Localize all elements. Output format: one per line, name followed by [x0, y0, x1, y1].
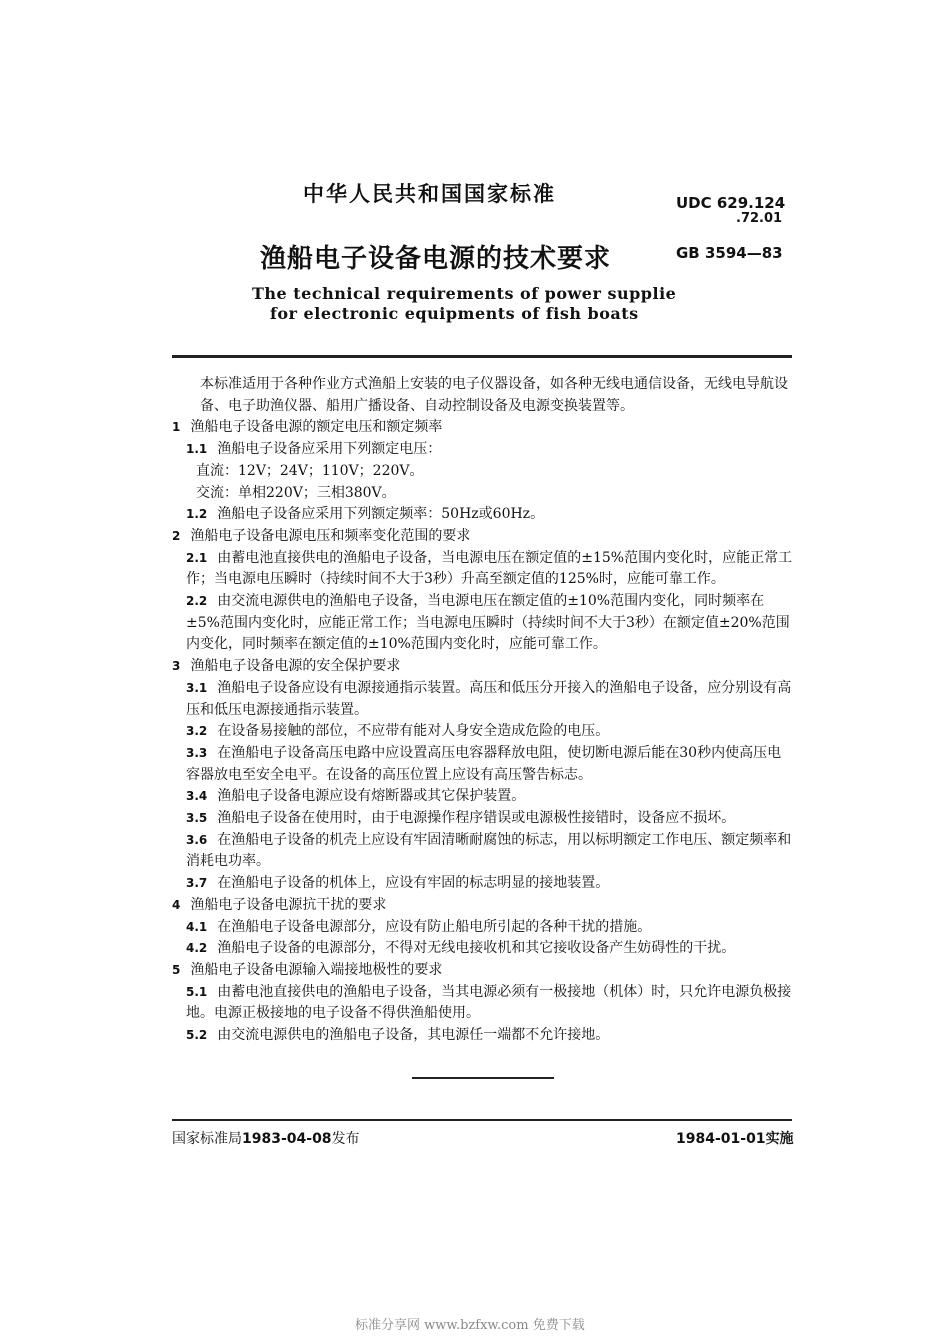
gb-number: GB 3594—83: [676, 244, 783, 262]
clause: 3.5 渔船电子设备在使用时，由于电源操作程序错误或电源极性接错时，设备应不损坏。: [186, 810, 736, 827]
header-divider: [172, 355, 792, 358]
clause: 3.6 在渔船电子设备的机壳上应设有牢固清晰耐腐蚀的标志，用以标明额定工作电压、额定频率和消耗电功率。: [186, 831, 792, 870]
clause: 3.2 在设备易接触的部位，不应带有能对人身安全造成危险的电压。: [186, 723, 610, 740]
section-heading: 1 渔船电子设备电源的额定电压和额定频率: [172, 419, 443, 436]
footer-divider: [172, 1119, 792, 1121]
udc-number-continued: .72.01: [736, 211, 783, 226]
ac-voltage-line: 交流：单相220V；三相380V。: [196, 484, 396, 501]
clause: 5.1 由蓄电池直接供电的渔船电子设备，当其电源必须有一极接地（机体）时，只允许电源负极接地。电源正极接地的电子设备不得供渔船使用。: [186, 983, 792, 1022]
clause: 5.2 由交流电源供电的渔船电子设备，其电源任一端都不允许接地。: [186, 1027, 610, 1044]
clause: 1.2 渔船电子设备应采用下列额定频率：50Hz或60Hz。: [186, 506, 545, 523]
section-heading: 5 渔船电子设备电源输入端接地极性的要求: [172, 961, 443, 978]
watermark-text: 标准分享网 www.bzfxw.com 免费下载: [355, 1318, 585, 1333]
issue-date: 1983-04-08: [242, 1131, 332, 1147]
clause: 2.1 由蓄电池直接供电的渔船电子设备，当电源电压在额定值的±15%范围内变化时，应能正常工作；当电源电压瞬时（持续时间不大于3秒）升高至额定值的125%时，应能可靠工作。: [186, 549, 793, 588]
english-title-line-1: The technical requirements of power supplie: [252, 284, 677, 303]
end-of-text-rule: [412, 1077, 554, 1079]
document-body: [172, 374, 794, 1047]
clause: 4.2 渔船电子设备的电源部分，不得对无线电接收机和其它接收设备产生妨碍性的干扰。: [186, 940, 736, 957]
standard-org-title: 中华人民共和国国家标准: [303, 181, 556, 206]
clause: 4.1 在渔船电子设备电源部分，应设有防止船电所引起的各种干扰的措施。: [186, 918, 652, 935]
implementation-info: 1984-01-01实施: [676, 1131, 794, 1147]
document-title: 渔船电子设备电源的技术要求: [260, 244, 612, 274]
clause: 1.1 渔船电子设备应采用下列额定电压：: [186, 441, 442, 458]
dc-voltage-line: 直流：12V；24V；110V；220V。: [196, 462, 424, 479]
implementation-date: 1984-01-01: [676, 1131, 766, 1147]
section-heading: 4 渔船电子设备电源抗干扰的要求: [172, 896, 387, 913]
clause: 2.2 由交流电源供电的渔船电子设备，当电源电压在额定值的±10%范围内变化，同时频率在±5%范围内变化时，应能正常工作；当电源电压瞬时（持续时间不大于3秒）在额定值±20%范围内变化，同时频率在额定值的±10%范围内变化时，应能可靠工作。: [186, 593, 790, 653]
clause: 3.1 渔船电子设备应设有电源接通指示装置。高压和低压分开接入的渔船电子设备，应分别设有高压和低压电源接通指示装置。: [186, 679, 792, 718]
clause: 3.7 在渔船电子设备的机体上，应设有牢固的标志明显的接地装置。: [186, 875, 610, 892]
english-title-line-2: for electronic equipments of fish boats: [270, 304, 639, 323]
udc-number: UDC 629.124: [676, 194, 786, 212]
clause: 3.3 在渔船电子设备高压电路中应设置高压电容器释放电阻，使切断电源后能在30秒内使高压电容器放电至安全电平。在设备的高压位置上应设有高压警告标志。: [186, 744, 782, 783]
intro-paragraph: 本标准适用于各种作业方式渔船上安装的电子仪器设备，如各种无线电通信设备，无线电导航设备、电子助渔仪器、船用广播设备、自动控制设备及电源变换装置等。: [200, 376, 788, 414]
section-heading: 3 渔船电子设备电源的安全保护要求: [172, 658, 401, 675]
issue-info: 国家标准局1983-04-08发布: [172, 1131, 360, 1147]
clause: 3.4 渔船电子设备电源应设有熔断器或其它保护装置。: [186, 788, 526, 805]
section-heading: 2 渔船电子设备电源电压和频率变化范围的要求: [172, 527, 471, 544]
